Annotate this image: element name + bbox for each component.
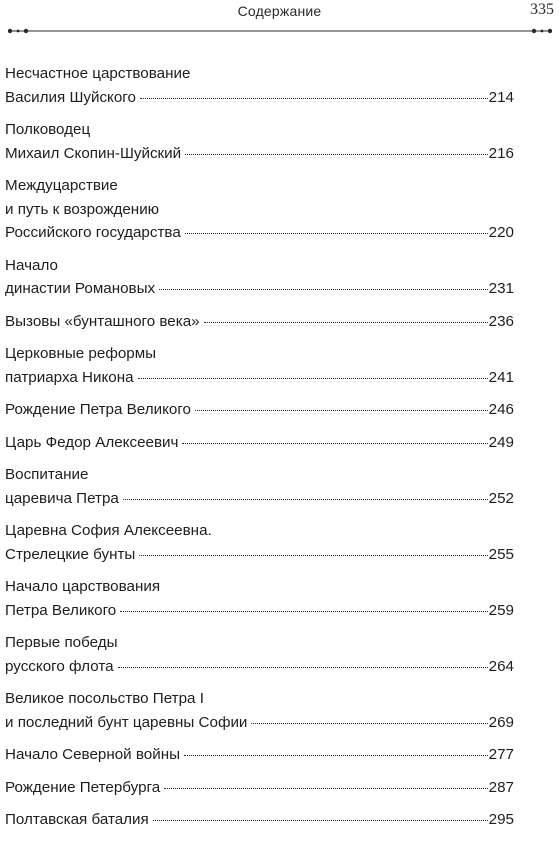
dot-leader xyxy=(123,498,488,500)
toc-entry-page-number: 287 xyxy=(488,778,514,796)
toc-entry-page-number: 269 xyxy=(488,713,514,731)
header-rule xyxy=(8,27,552,35)
page-number: 335 xyxy=(530,1,554,18)
toc-entry-last-line xyxy=(5,142,514,166)
toc-entry-last-line xyxy=(5,221,514,245)
toc-entry xyxy=(5,254,514,301)
toc-entry-last-line xyxy=(5,398,514,422)
toc-entry-page-number: 277 xyxy=(488,746,514,763)
dot-leader xyxy=(182,442,487,444)
toc-entry-last-line xyxy=(5,599,514,623)
toc-entry-title-line: Междуцарствие xyxy=(5,177,118,194)
dot-leader xyxy=(164,787,487,789)
toc-entry-title-line: Рождение Петра Великого xyxy=(5,401,192,418)
toc-entry-title-line: Царь Федор Алексеевич xyxy=(5,433,179,451)
toc-entry-last-line xyxy=(5,776,514,800)
toc-entry xyxy=(5,310,514,334)
toc-entry-page-number: 295 xyxy=(488,811,514,828)
toc-entry-page-number: 249 xyxy=(488,433,514,451)
dot-leader xyxy=(120,610,487,612)
toc-entry-last-line xyxy=(5,543,514,567)
toc-entry-page-number: 255 xyxy=(488,545,514,563)
toc-entry-title-line: династии Романовых xyxy=(5,280,156,297)
toc-entry-last-line xyxy=(5,655,514,679)
toc-entry-title-line: Рождение Петербурга xyxy=(5,778,161,796)
toc-entry-page-number: 264 xyxy=(488,657,514,675)
toc-entry xyxy=(5,118,514,165)
toc-entry-last-line xyxy=(5,277,514,301)
toc-entry-title-line: царевича Петра xyxy=(5,489,119,507)
toc-entry-title-line: и путь к возрождению xyxy=(5,200,160,218)
dot-leader xyxy=(204,321,488,323)
dot-leader xyxy=(195,409,488,411)
ornamental-rule-icon xyxy=(8,27,552,35)
toc-entry-title-line: Российского государства xyxy=(5,224,181,241)
toc-entry-title-line: Первые победы xyxy=(5,634,118,651)
dot-leader xyxy=(184,754,488,756)
toc-entry xyxy=(5,808,514,832)
toc-entry-title-line: Начало Северной войны xyxy=(5,746,181,763)
toc-entry xyxy=(5,743,514,767)
page-header xyxy=(0,0,559,40)
toc-entry-title-line: Начало xyxy=(5,256,58,274)
toc-entry-title-line: и последний бунт царевны Софии xyxy=(5,713,248,731)
toc-entry xyxy=(5,463,514,510)
toc-entry xyxy=(5,431,514,455)
toc-entry xyxy=(5,687,514,734)
running-head-title: Содержание xyxy=(237,3,322,19)
toc-entry xyxy=(5,398,514,422)
toc-entry-title-line: Полководец xyxy=(5,121,91,138)
toc-entry xyxy=(5,776,514,800)
dot-leader xyxy=(185,153,488,155)
toc-entry xyxy=(5,631,514,678)
toc-entry-title-line: Вызовы «бунташного века» xyxy=(5,312,200,330)
toc-entry-title-line: Михаил Скопин-Шуйский xyxy=(5,144,182,162)
toc-entry xyxy=(5,519,514,566)
toc-entry-last-line xyxy=(5,808,514,832)
dot-leader xyxy=(153,819,488,821)
toc-entry-page-number: 252 xyxy=(488,489,514,507)
dot-leader xyxy=(251,722,487,724)
toc-entry xyxy=(5,174,514,245)
toc-entry-last-line xyxy=(5,310,514,334)
toc-entry-title-line: Царевна София Алексеевна. xyxy=(5,522,212,539)
dot-leader xyxy=(138,377,488,379)
toc-entry-last-line xyxy=(5,366,514,390)
toc-entry-title-line: Полтавская баталия xyxy=(5,811,149,828)
toc-entry-title-line: Воспитание xyxy=(5,466,89,483)
toc-entry-title-line: русского флота xyxy=(5,657,114,675)
dot-leader xyxy=(140,97,488,99)
toc-entry-page-number: 259 xyxy=(488,601,514,619)
toc-entry-page-number: 236 xyxy=(488,312,514,330)
dot-leader xyxy=(159,288,488,290)
toc-entry-last-line xyxy=(5,86,514,110)
toc-entry-title-line: Стрелецкие бунты xyxy=(5,545,136,563)
toc-entry-page-number: 216 xyxy=(488,144,514,162)
toc-entry-title-line: Василия Шуйского xyxy=(5,88,136,106)
dot-leader xyxy=(185,232,488,234)
toc-entry-title-line: Несчастное царствование xyxy=(5,65,191,82)
toc-entry-title-line: Великое посольство Петра I xyxy=(5,690,204,707)
toc-entry-page-number: 220 xyxy=(488,224,514,241)
toc-entry-page-number: 214 xyxy=(488,88,514,106)
toc-entry-title-line: Церковные реформы xyxy=(5,345,157,362)
toc-entry-title-line: Начало царствования xyxy=(5,578,161,595)
dot-leader xyxy=(139,554,487,556)
toc-entry-title-line: патриарха Никона xyxy=(5,368,134,386)
toc-entry-page-number: 231 xyxy=(488,280,514,297)
toc-entry xyxy=(5,342,514,389)
toc-entry xyxy=(5,62,514,109)
toc-entry xyxy=(5,575,514,622)
toc-entry-last-line xyxy=(5,487,514,511)
toc-entry-title-line: Петра Великого xyxy=(5,601,117,619)
dot-leader xyxy=(118,666,488,668)
table-of-contents xyxy=(5,62,514,841)
toc-entry-last-line xyxy=(5,711,514,735)
toc-entry-last-line xyxy=(5,431,514,455)
toc-entry-page-number: 246 xyxy=(488,401,514,418)
toc-entry-page-number: 241 xyxy=(488,368,514,386)
toc-entry-last-line xyxy=(5,743,514,767)
